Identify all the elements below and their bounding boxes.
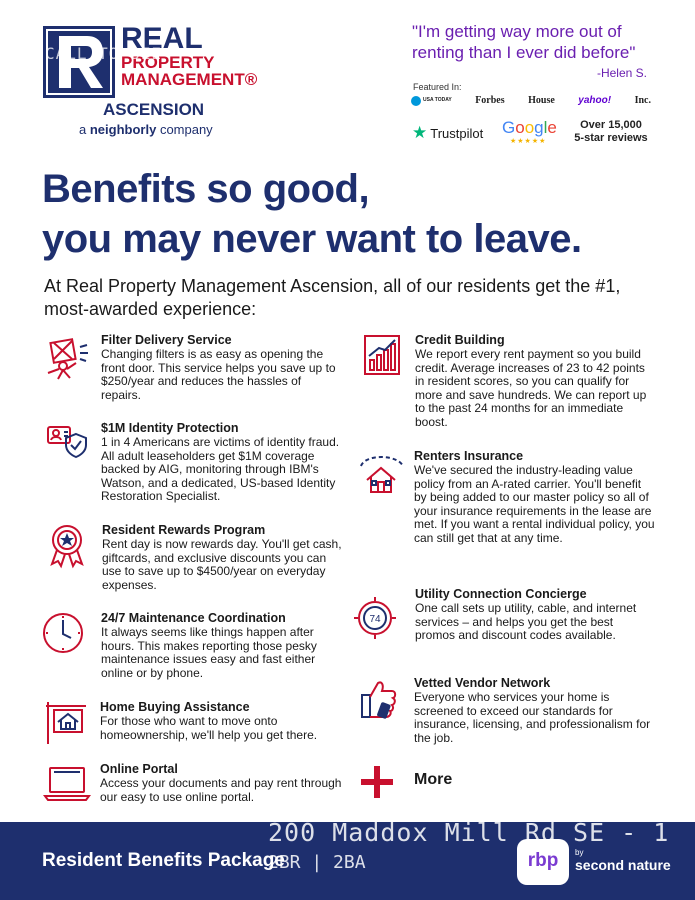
benefit-text: It always seems like things happen after hours. This makes reporting those pesky maintenance issues easy and fast either online or by phone.: [101, 625, 317, 680]
footer-title: Resident Benefits Package: [42, 850, 285, 871]
benefit-text: We report every rent payment so you build credit. Average increases of 23 to 42 points in resident scores, so you can qualify for more and save hundreds. We can report up to the past 24 months for an immediate boost.: [415, 347, 647, 429]
logo-location: ASCENSION: [103, 100, 205, 119]
laptop-icon: [42, 758, 92, 808]
home-sign-icon: [42, 698, 92, 748]
press-logos: [411, 95, 651, 106]
benefit-utility-concierge: [415, 587, 655, 643]
benefit-renters-insurance: [414, 449, 656, 546]
logo-pm-text: PROPERTY MANAGEMENT®: [121, 53, 258, 89]
google-stars-icon: ★★★★★: [510, 138, 547, 145]
benefit-title: $1M Identity Protection: [101, 421, 239, 435]
filter-delivery-icon: [40, 333, 90, 383]
benefit-filter-delivery: [101, 333, 343, 402]
benefit-title: Resident Rewards Program: [102, 523, 266, 537]
overlay-watermark-text: CALL TO SEE: [45, 44, 162, 63]
trustpilot-logo: ★ Trustpilot: [412, 123, 484, 142]
benefit-title: Filter Delivery Service: [101, 333, 232, 347]
shield-icon: [42, 418, 92, 468]
benefit-title: Home Buying Assistance: [100, 700, 250, 714]
company-logo: [43, 24, 263, 144]
second-nature-logo: by second nature: [575, 848, 671, 873]
overlay-address: 200 Maddox Mill Rd SE - 1: [268, 818, 670, 847]
intro-text: At Real Property Management Ascension, all of our residents get the #1, most-awarded experience:: [44, 276, 621, 319]
tagline-brand: neighborly: [89, 122, 157, 137]
testimonial-author: -Helen S.: [596, 66, 647, 80]
benefit-title: 24/7 Maintenance Coordination: [101, 611, 286, 625]
forbes-logo: Forbes: [475, 95, 505, 106]
tagline-prefix: a: [79, 122, 87, 137]
svg-text:74: 74: [369, 614, 381, 625]
benefit-vendor-network: [414, 676, 656, 745]
benefit-text: Rent day is now rewards day. You'll get cash, giftcards, and exclusive discounts you can use to save up to $4500/year on everyday expenses.: [102, 537, 342, 592]
headline-line-2: you may never want to leave.: [42, 217, 582, 261]
testimonial-quote: "I'm getting way more out of renting than I ever did before": [412, 22, 636, 62]
plus-icon: [355, 760, 399, 804]
benefit-credit-building: [415, 333, 655, 430]
benefit-text: 1 in 4 Americans are victims of identity fraud. All adult leaseholders get $1M coverage backed by AIG, monitoring through IBM's Watson, and a dedicated, US-based Identity Restoration Specialist.: [101, 435, 340, 504]
benefit-title: Online Portal: [100, 762, 178, 776]
house-umbrella-icon: [357, 448, 407, 498]
rbp-badge-icon: rbp: [517, 839, 569, 885]
logo-tagline: [79, 122, 213, 137]
award-ribbon-icon: [42, 520, 92, 570]
benefit-text: We've secured the industry-leading value policy from an A-rated carrier. You'll benefit by being added to our master policy so all of your insurance requirements in the lease are met. If you want a rental individual policy, you can still get that at any time.: [414, 463, 655, 545]
benefit-title: Vetted Vendor Network: [414, 676, 551, 690]
benefit-home-buying: [100, 700, 345, 742]
benefit-resident-rewards: [102, 523, 344, 592]
benefit-text: Everyone who services your home is screened to exceed our standards for insurance, licensing, and professionalism for the job.: [414, 690, 651, 745]
benefit-text: For those who want to move onto homeownership, we'll help you get there.: [100, 714, 318, 742]
featured-label: Featured In:: [413, 82, 462, 92]
benefit-text: One call sets up utility, cable, and internet services – and helps you get the best promos and discount codes available.: [415, 601, 637, 643]
reviews-row: [412, 118, 652, 148]
benefit-online-portal: [100, 762, 345, 804]
google-logo: Google: [502, 118, 557, 137]
house-logo: House: [528, 95, 555, 106]
benefit-identity-protection: [101, 421, 343, 504]
benefit-text: Access your documents and pay rent through our easy to use online portal.: [100, 776, 342, 804]
benefit-title: Renters Insurance: [414, 449, 524, 463]
benefit-more[interactable]: [414, 772, 514, 787]
more-link[interactable]: More: [414, 771, 453, 788]
thumbs-up-icon: [352, 673, 402, 723]
clock-icon: [38, 608, 88, 658]
yahoo-logo: yahoo!: [578, 95, 612, 106]
benefit-text: Changing filters is as easy as opening the front door. This service helps you save up to $250/year and reduces the hassles of repairs.: [101, 347, 336, 402]
usa-today-logo: USA TODAY: [411, 96, 452, 106]
headline-line-1: Benefits so good,: [42, 167, 370, 211]
benefit-title: Utility Connection Concierge: [415, 587, 587, 601]
page-headline: [42, 164, 582, 264]
benefit-maintenance: [101, 611, 343, 680]
inc-logo: Inc.: [634, 95, 651, 106]
overlay-beds-baths: 2BR | 2BA: [268, 852, 366, 873]
logo-real-text: REAL: [121, 22, 203, 55]
chart-growth-icon: [357, 330, 407, 380]
usa-today-dot-icon: [411, 96, 421, 106]
tagline-suffix: company: [159, 122, 213, 137]
benefit-title: Credit Building: [415, 333, 505, 347]
trustpilot-star-icon: ★: [412, 123, 428, 142]
thermostat-icon: [350, 593, 400, 643]
reviews-count: Over 15,000 5-star reviews: [574, 119, 648, 144]
